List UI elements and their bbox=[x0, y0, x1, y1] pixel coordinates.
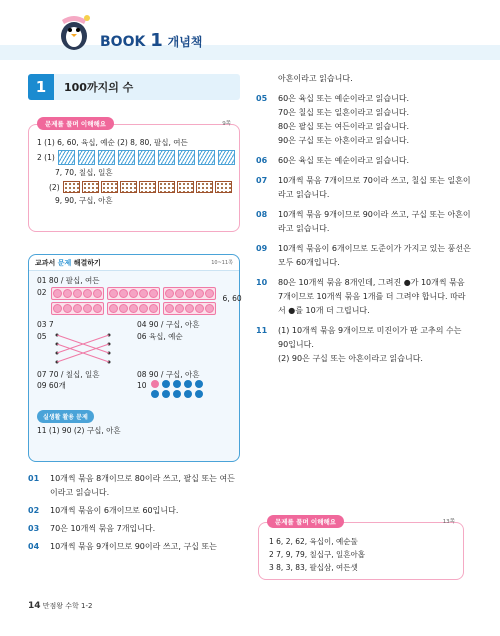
box-title bbox=[29, 255, 239, 271]
explanation-number: 04 bbox=[28, 542, 40, 551]
textbook-problems-box bbox=[28, 254, 240, 462]
explanation-number: 01 bbox=[28, 474, 40, 483]
explanation-item bbox=[256, 324, 472, 366]
explanation-number: 03 bbox=[28, 524, 40, 533]
explanation-text: 80은 팔십 또는 여든이라고 읽습니다. bbox=[278, 122, 410, 131]
dot bbox=[173, 390, 181, 398]
bead-group bbox=[107, 302, 160, 315]
page-number: 14 bbox=[28, 601, 41, 611]
explanation-text: (1) 10개씩 묶음 9개이므로 미진이가 판 고추의 수는 90입니다. bbox=[278, 326, 462, 349]
explanation-item bbox=[256, 174, 472, 202]
explanation-text: 10개씩 묶음 8개이므로 80이라 쓰고, 팔십 또는 여든이라고 읽습니다. bbox=[50, 474, 235, 497]
dot bbox=[162, 390, 170, 398]
dot-answer bbox=[137, 380, 204, 398]
explanation-text: 10개씩 묶음 7개이므로 70이라 쓰고, 칠십 또는 일흔이라고 읽습니다. bbox=[278, 176, 471, 199]
box-page-ref: 9쪽 bbox=[222, 121, 231, 127]
bead-row bbox=[51, 302, 219, 315]
unit-number: 1 bbox=[28, 74, 54, 100]
explanation-text: 10개씩 묶음 9개이므로 90이라 쓰고, 구십 또는 bbox=[50, 542, 217, 551]
explanation-text: 90은 구십 또는 아흔이라고 읽습니다. bbox=[278, 136, 410, 145]
box-page-ref: 10~11쪽 bbox=[211, 260, 233, 266]
book-subtitle: 개념책 bbox=[167, 35, 203, 49]
explanation-text: 60은 육십 또는 예순이라고 읽습니다. bbox=[278, 156, 410, 165]
answer-line: 07 70 / 칠십, 일흔 bbox=[37, 370, 100, 379]
answer-line: 1 6, 2, 62, 육십이, 예순둘 bbox=[269, 537, 358, 546]
book-title bbox=[100, 30, 202, 51]
answer-line: 09 60개 bbox=[37, 381, 66, 390]
explanation-item bbox=[28, 472, 240, 500]
stick-bundle bbox=[158, 150, 175, 165]
explanation-number: 07 bbox=[256, 176, 268, 185]
answer-prefix: 05 bbox=[37, 332, 47, 341]
left-explanations bbox=[28, 472, 240, 554]
dot bbox=[151, 380, 159, 388]
mascot-icon bbox=[56, 12, 92, 52]
answer-prefix: 02 bbox=[37, 288, 47, 297]
explanation-text: 70은 칠십 또는 일흔이라고 읽습니다. bbox=[278, 108, 410, 117]
concept-box bbox=[28, 120, 240, 232]
egg-tray bbox=[215, 181, 232, 193]
egg-tray bbox=[177, 181, 194, 193]
box-tag: 문제를 풀며 이해해요 bbox=[267, 515, 344, 528]
egg-tray bbox=[63, 181, 80, 193]
box-title-c: 해결하기 bbox=[73, 259, 101, 267]
explanation-text: (2) 90은 구십 또는 아흔이라고 읽습니다. bbox=[278, 354, 423, 363]
explanation-item bbox=[28, 504, 240, 518]
answer-line: 9, 90, 구십, 아흔 bbox=[55, 196, 113, 205]
explanation-item bbox=[256, 92, 472, 148]
dot bbox=[195, 390, 203, 398]
stick-bundle bbox=[58, 150, 75, 165]
stick-bundle bbox=[198, 150, 215, 165]
answer-line: 03 7 bbox=[37, 320, 54, 329]
box-page-ref: 13쪽 bbox=[442, 519, 455, 525]
egg-tray bbox=[196, 181, 213, 193]
unit-title: 100까지의 수 bbox=[64, 81, 134, 94]
explanation-number: 08 bbox=[256, 210, 268, 219]
answer-prefix: 10 bbox=[137, 381, 147, 390]
stick-bundle bbox=[138, 150, 155, 165]
stick-bundle-figure bbox=[58, 150, 235, 165]
stick-bundle bbox=[218, 150, 235, 165]
answer-line: 06 육십, 예순 bbox=[137, 332, 183, 341]
egg-tray bbox=[82, 181, 99, 193]
bead-group bbox=[163, 302, 216, 315]
explanation-number: 10 bbox=[256, 278, 268, 287]
egg-tray bbox=[158, 181, 175, 193]
explanation-text: 10개씩 묶음 9개이므로 90이라 쓰고, 구십 또는 아흔이라고 읽습니다. bbox=[278, 210, 471, 233]
bead-group bbox=[163, 287, 216, 300]
right-column bbox=[256, 74, 472, 366]
box-tag: 문제를 풀며 이해해요 bbox=[37, 117, 114, 130]
explanation-number: 02 bbox=[28, 506, 40, 515]
box-title-a: 교과서 bbox=[35, 259, 56, 267]
explanation-item bbox=[256, 276, 472, 318]
answer-line: 1 (1) 6, 60, 육십, 예순 (2) 8, 80, 팔십, 여든 bbox=[37, 138, 188, 147]
answer-line: 7, 70, 칠십, 일흔 bbox=[55, 168, 113, 177]
unit-header bbox=[28, 74, 240, 100]
egg-tray bbox=[120, 181, 137, 193]
explanation-item bbox=[28, 540, 240, 554]
dot bbox=[195, 380, 203, 388]
explanation-text: 10개씩 묶음이 6개이므로 60입니다. bbox=[50, 506, 179, 515]
answer-line: 2 7, 9, 79, 칠십구, 일흔아홉 bbox=[269, 550, 366, 559]
stick-bundle bbox=[78, 150, 95, 165]
dot bbox=[151, 390, 159, 398]
answer-line: 04 90 / 구십, 아흔 bbox=[137, 320, 200, 329]
explanation-number: 05 bbox=[256, 94, 268, 103]
left-column bbox=[28, 74, 240, 554]
explanation-text: 10개씩 묶음이 6개이므로 도준이가 가지고 있는 풍선은 모두 60개입니다. bbox=[278, 244, 471, 267]
real-life-tag: 실생활 활용 문제 bbox=[37, 410, 94, 423]
book-label: BOOK bbox=[100, 34, 146, 50]
stick-bundle bbox=[98, 150, 115, 165]
explanation-text: 아흔이라고 읽습니다. bbox=[278, 74, 353, 83]
matching-lines-figure bbox=[53, 331, 113, 365]
bead-group bbox=[51, 287, 104, 300]
matching-answer bbox=[37, 331, 137, 365]
bead-row bbox=[51, 287, 219, 300]
egg-tray-figure bbox=[63, 181, 232, 193]
dot-figure bbox=[151, 380, 204, 398]
answer-line: 11 (1) 90 (2) 구십, 아흔 bbox=[37, 426, 121, 435]
answer-value: 6, 60 bbox=[222, 294, 242, 303]
explanation-number: 11 bbox=[256, 326, 268, 335]
answer-line: 08 90 / 구십, 아흔 bbox=[137, 370, 200, 379]
egg-tray bbox=[139, 181, 156, 193]
dot bbox=[184, 380, 192, 388]
dot bbox=[173, 380, 181, 388]
explanation-number: 06 bbox=[256, 156, 268, 165]
concept-box-2 bbox=[258, 518, 464, 580]
stick-bundle bbox=[178, 150, 195, 165]
bead-group bbox=[107, 287, 160, 300]
answer-prefix: 2 (1) bbox=[37, 153, 55, 162]
stick-bundle bbox=[118, 150, 135, 165]
bead-group bbox=[51, 302, 104, 315]
dot bbox=[184, 390, 192, 398]
explanation-number: 09 bbox=[256, 244, 268, 253]
explanation-text: 80은 10개씩 묶음 8개인데, 그려진 ●가 10개씩 묶음 7개이므로 10개씩 묶음 1개를 더 그려야 합니다. 따라서 ●를 10개 더 그립니다. bbox=[278, 278, 466, 315]
page-header bbox=[0, 0, 500, 60]
page-footer bbox=[28, 601, 92, 611]
book-number: 1 bbox=[150, 30, 163, 51]
explanation-item bbox=[256, 208, 472, 236]
explanation-item bbox=[256, 154, 472, 168]
footer-text: 만점왕 수학 1-2 bbox=[42, 602, 93, 610]
explanation-text: 60은 육십 또는 예순이라고 읽습니다. bbox=[278, 94, 410, 103]
answer-line: 3 8, 3, 83, 팔십삼, 여든셋 bbox=[269, 563, 358, 572]
explanation-text: 70은 10개씩 묶음 7개입니다. bbox=[50, 524, 156, 533]
explanation-item bbox=[256, 242, 472, 270]
bead-figure bbox=[51, 287, 219, 315]
answer-prefix: (2) bbox=[49, 182, 60, 192]
box-title-b: 문제 bbox=[57, 259, 72, 267]
answer-line: 01 80 / 팔십, 여든 bbox=[37, 276, 100, 285]
egg-tray bbox=[101, 181, 118, 193]
dot bbox=[162, 380, 170, 388]
explanation-item bbox=[28, 522, 240, 536]
